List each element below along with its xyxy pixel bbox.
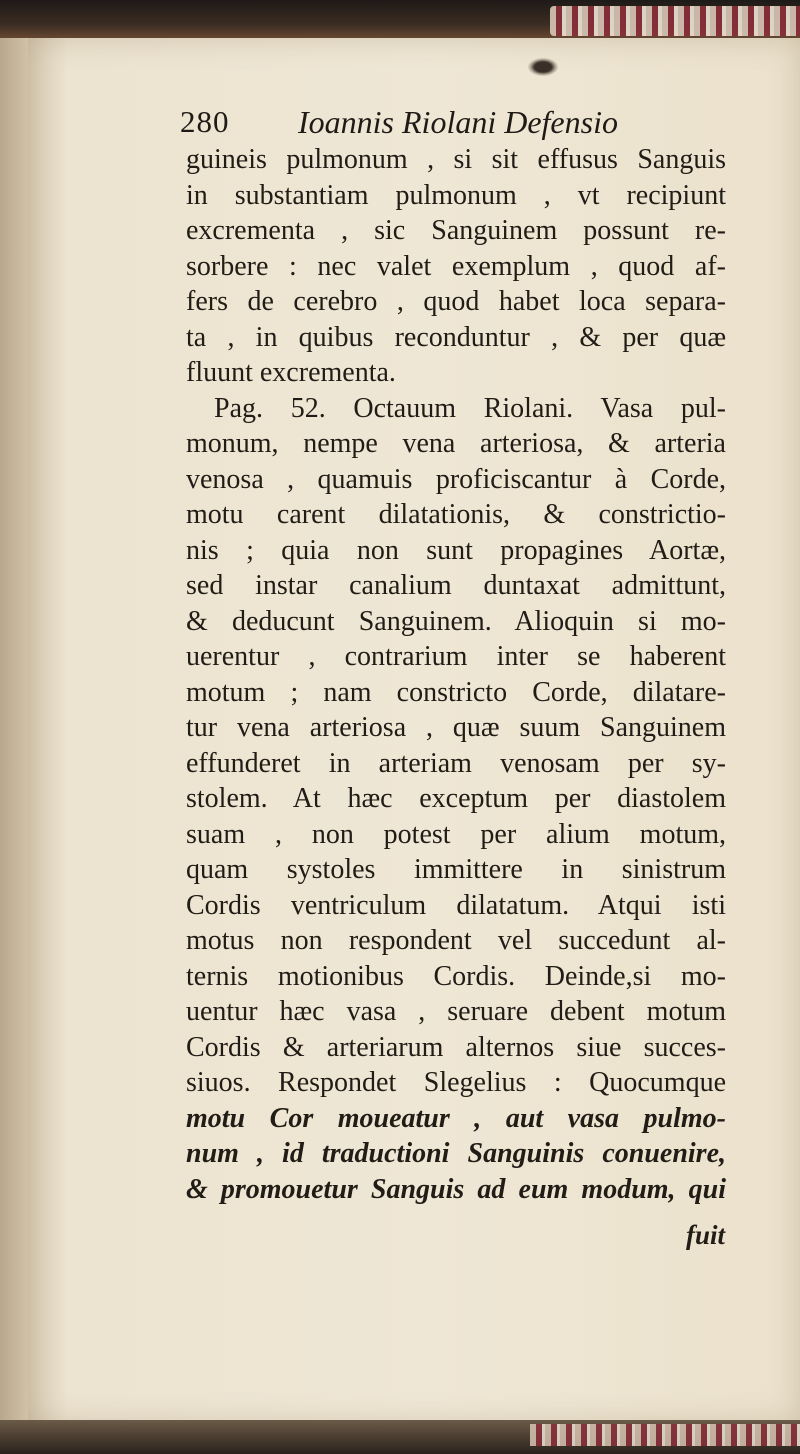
text-line-italic: motu Cor moueatur , aut vasa pulmo- [186,1102,726,1134]
body-text [186,142,726,1207]
text-line: fers de cerebro , quod habet loca separa- [186,286,726,317]
text-line: ta , in quibus reconduntur , & per quæ [186,321,726,353]
text-line: uerentur , contrarium inter se haberent [186,641,726,672]
page-number: 280 [180,104,230,139]
text-line: monum, nempe vena arteriosa, & arteria [186,428,726,459]
text-line: motum ; nam constricto Corde, dilatare- [186,676,726,708]
catchword: fuit [686,1220,726,1250]
text-line: motus non respondent vel succedunt al- [186,925,726,956]
text-line: excrementa , sic Sanguinem possunt re- [186,215,726,246]
text-line: in substantiam pulmonum , vt recipiunt [186,179,726,211]
text-line: effunderet in arteriam venosam per sy- [186,747,726,779]
ink-blot [528,58,558,76]
text-line: suam , non potest per alium motum, [186,818,726,850]
text-line: venosa , quamuis proficiscantur à Corde, [186,463,726,495]
text-line: sed instar canalium duntaxat admittunt, [186,570,726,601]
text-line: fluunt excrementa. [186,357,396,388]
text-line: Cordis ventriculum dilatatum. Atqui isti [186,889,726,921]
top-headband [550,6,800,36]
text-line: siuos. Respondet Slegelius : Quocumque [186,1067,726,1098]
text-line: motu carent dilatationis, & constrictio- [186,499,726,530]
text-line: nis ; quia non sunt propagines Aortæ, [186,534,726,566]
text-line: quam systoles immittere in sinistrum [186,854,726,885]
text-line: guineis pulmonum , si sit effusus Sanguis [186,144,726,175]
text-line: tur vena arteriosa , quæ suum Sanguinem [186,712,726,743]
text-line-italic: num , id traductioni Sanguinis conuenire, [186,1138,726,1169]
text-line: Cordis & arteriarum alternos siue succes- [186,1031,726,1063]
page-gutter [0,38,30,1424]
text-line: uentur hæc vasa , seruare debent motum [186,996,726,1027]
text-line: sorbere : nec valet exemplum , quod af- [186,250,726,282]
text-line: ternis motionibus Cordis. Deinde,si mo- [186,960,726,992]
text-line: Pag. 52. Octauum Riolani. Vasa pul- [214,392,726,424]
bottom-headband [530,1424,800,1446]
running-title: Ioannis Riolani Defensio [298,104,618,140]
text-line: & deducunt Sanguinem. Alioquin si mo- [186,605,726,637]
text-line-italic: & promouetur Sanguis ad eum modum, qui [186,1173,726,1205]
text-line: stolem. At hæc exceptum per diastolem [186,783,726,814]
